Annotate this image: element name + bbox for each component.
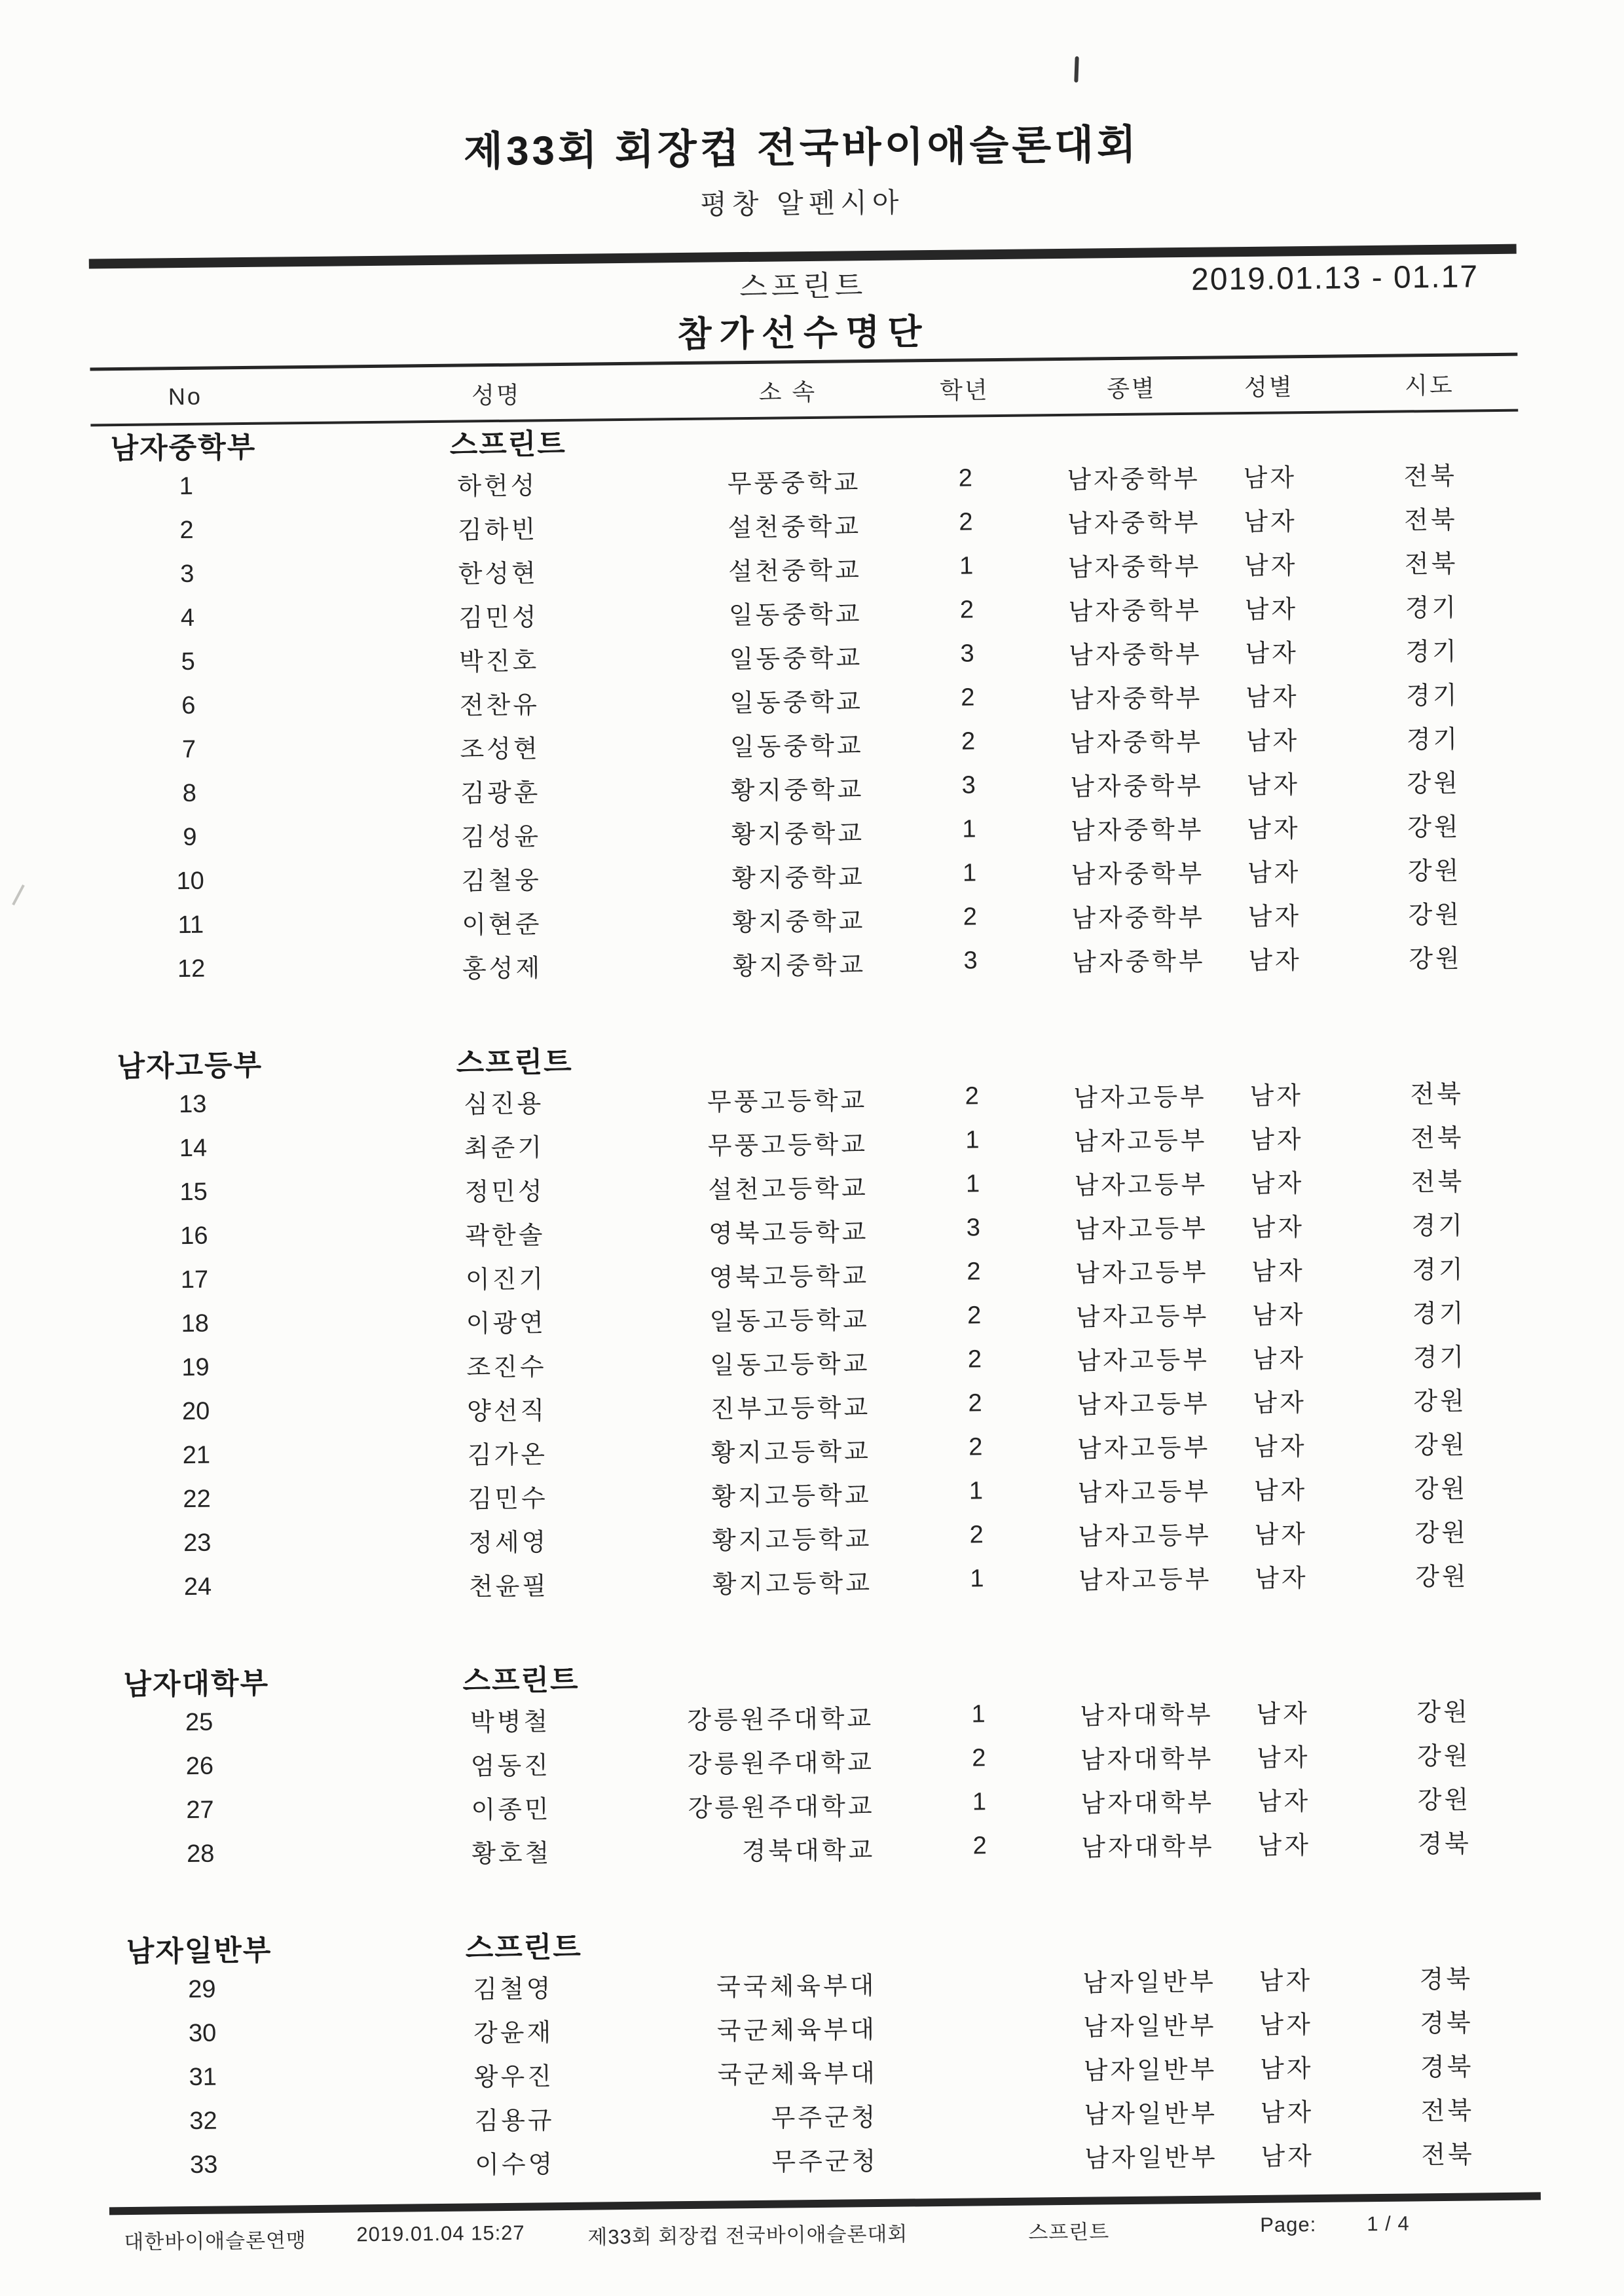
cell-category: 남자중학부: [1068, 596, 1202, 626]
document-title: 제33회 회장컵 전국바이애슬론대회: [463, 122, 1140, 175]
cell-gender: 남자: [1256, 1744, 1310, 1772]
cell-affiliation: [714, 545, 865, 591]
cell-grade: [880, 2024, 1083, 2026]
cell-gender: 남자: [1248, 947, 1302, 975]
cell-name: 천윤필: [468, 1573, 549, 1601]
affiliation-text: 강릉원주대학교: [687, 1749, 875, 1779]
cell-name: 김광훈: [460, 779, 541, 808]
cell-name: 왕우진: [473, 2063, 555, 2092]
cell-name: 이광연: [466, 1309, 547, 1338]
cell-province: 강원: [1407, 813, 1461, 842]
cell-grade: 1: [959, 552, 974, 580]
affiliation-text: 일동중학교: [728, 600, 862, 630]
cell-category: 남자중학부: [1070, 816, 1204, 845]
cell-name: 곽한솔: [465, 1222, 545, 1250]
cell-affiliation: [708, 1207, 872, 1252]
cell-affiliation: [718, 896, 869, 941]
cell-category: 남자일반부: [1082, 1968, 1217, 1997]
cell-affiliation: [711, 1514, 876, 1559]
division-name: 남자고등부: [117, 1049, 263, 1084]
cell-category: 남자고등부: [1073, 1127, 1208, 1156]
division-section: [97, 1030, 1530, 1611]
affiliation-text: 황지고등학교: [711, 1482, 872, 1511]
affiliation-text: 영북고등학교: [709, 1262, 870, 1292]
cell-province: 강원: [1414, 1563, 1469, 1592]
cell-category: 남자고등부: [1075, 1302, 1209, 1332]
cell-category: 남자대학부: [1080, 1789, 1215, 1818]
cell-gender: 남자: [1251, 1302, 1306, 1330]
cell-affiliation: [709, 1251, 873, 1296]
cell-no: 17: [180, 1266, 209, 1294]
cell-no: 29: [188, 1975, 216, 2004]
cell-name: 황호철: [471, 1840, 552, 1868]
affiliation-text: 황지중학교: [731, 907, 866, 937]
cell-grade: 1: [969, 1477, 984, 1505]
cell-affiliation: [714, 589, 866, 634]
cell-category: 남자중학부: [1071, 903, 1206, 933]
cell-province: 경기: [1412, 1256, 1466, 1285]
affiliation-text: 일동고등학교: [710, 1350, 870, 1379]
cell-category: 남자대학부: [1080, 1745, 1214, 1774]
cell-province: 전북: [1403, 462, 1458, 491]
cell-no: 28: [186, 1840, 215, 1868]
cell-province: 경북: [1418, 1830, 1472, 1859]
cell-category: 남자고등부: [1078, 1522, 1212, 1551]
cell-category: 남자고등부: [1077, 1434, 1211, 1463]
cell-name: 김민수: [468, 1485, 548, 1514]
cell-name: 이현준: [462, 911, 542, 939]
cell-gender: 남자: [1249, 1082, 1304, 1110]
cell-category: 남자중학부: [1069, 684, 1203, 714]
division-section: [103, 1648, 1533, 1878]
cell-no: 7: [181, 735, 196, 764]
cell-province: 경기: [1411, 1212, 1466, 1241]
page-footer: [109, 2210, 1537, 2255]
column-header-no: No: [168, 382, 203, 410]
cell-category: 남자고등부: [1074, 1171, 1208, 1200]
list-title: 참가선수명단: [677, 312, 930, 355]
cell-grade: 2: [969, 1433, 983, 1461]
cell-grade: 2: [972, 1832, 987, 1860]
cell-name: 김성윤: [460, 823, 542, 852]
affiliation-text: 진부고등학교: [710, 1394, 871, 1423]
cell-no: 12: [177, 955, 206, 983]
cell-gender: 남자: [1245, 683, 1299, 712]
cell-province: 강원: [1409, 945, 1462, 974]
cell-category: 남자중학부: [1067, 553, 1202, 582]
cell-no: 14: [179, 1134, 208, 1163]
cell-category: 남자고등부: [1075, 1214, 1209, 1244]
cell-name: 김철웅: [461, 867, 542, 896]
cell-province: 전북: [1421, 2141, 1475, 2170]
event-dates: 2019.01.13 - 01.17: [1190, 259, 1479, 297]
section-event-name: 스프린트: [456, 1046, 573, 1080]
cell-gender: 남자: [1251, 1258, 1305, 1286]
cell-grade: 2: [961, 727, 976, 756]
cell-category: 남자고등부: [1076, 1390, 1210, 1419]
cell-gender: 남자: [1247, 859, 1301, 888]
cell-affiliation: [707, 1120, 872, 1165]
cell-gender: 남자: [1259, 2055, 1314, 2083]
cell-gender: 남자: [1257, 1788, 1311, 1816]
section-event-name: 스프린트: [465, 1931, 583, 1965]
cell-no: 6: [181, 691, 196, 720]
cell-affiliation: [715, 633, 866, 678]
cell-affiliation: [710, 1427, 874, 1472]
cell-gender: 남자: [1250, 1170, 1304, 1198]
cell-province: 강원: [1417, 1786, 1471, 1815]
cell-grade: 2: [958, 464, 973, 492]
cell-name: 박병철: [470, 1708, 551, 1737]
cell-grade: 2: [967, 1302, 982, 1330]
cell-category: 남자일반부: [1084, 2100, 1218, 2129]
cell-grade: 2: [969, 1521, 984, 1549]
cell-name: 엄동진: [470, 1752, 551, 1781]
cell-grade: 1: [972, 1788, 987, 1816]
document-subtitle: 평창 알펜시아: [700, 187, 904, 220]
cell-no: 19: [181, 1353, 210, 1382]
cell-grade: 2: [961, 683, 975, 712]
column-header-gender: 성별: [1244, 373, 1294, 401]
cell-no: 9: [183, 823, 197, 852]
affiliation-text: 무풍고등학교: [707, 1087, 868, 1116]
cell-grade: [879, 1980, 1082, 1982]
cell-affiliation: [730, 2092, 881, 2138]
affiliation-text: 국군체육부대: [716, 2016, 877, 2045]
cell-grade: 1: [965, 1126, 980, 1154]
cell-province: 경기: [1405, 638, 1460, 666]
cell-affiliation: [713, 458, 864, 503]
cell-no: 21: [182, 1441, 211, 1470]
cell-gender: 남자: [1261, 2143, 1315, 2171]
cell-province: 경기: [1412, 1300, 1466, 1328]
cell-category: 남자고등부: [1073, 1083, 1207, 1112]
cell-affiliation: [708, 1163, 872, 1209]
cell-province: 전북: [1404, 550, 1458, 579]
cell-gender: 남자: [1259, 1967, 1313, 1995]
cell-province: 강원: [1414, 1475, 1468, 1504]
cell-province: 경북: [1420, 2053, 1474, 2082]
cell-name: 강윤재: [473, 2019, 554, 2048]
cell-grade: 1: [970, 1565, 984, 1593]
column-header-province: 시도: [1404, 371, 1454, 399]
cell-province: 전북: [1420, 2097, 1475, 2126]
affiliation-text: 일동중학교: [729, 644, 863, 674]
cell-gender: 남자: [1257, 1832, 1312, 1860]
cell-name: 한성현: [458, 560, 539, 589]
cell-affiliation: [710, 1383, 874, 1428]
cell-no: 1: [179, 472, 194, 501]
cell-name: 정민성: [464, 1178, 545, 1207]
cell-gender: 남자: [1260, 2099, 1314, 2127]
affiliation-text: 일동중학교: [729, 688, 864, 718]
cell-name: 전찬유: [459, 691, 540, 720]
cell-no: 16: [180, 1222, 208, 1250]
cell-province: 강원: [1413, 1387, 1467, 1416]
cell-name: 하헌성: [457, 472, 538, 501]
cell-category: 남자대학부: [1081, 1832, 1215, 1862]
affiliation-text: 강릉원주대학교: [686, 1705, 874, 1735]
footer-page-label: Page:: [1260, 2213, 1317, 2236]
cell-name: 김철영: [473, 1975, 553, 2004]
cell-no: 31: [189, 2063, 217, 2092]
cell-gender: 남자: [1251, 1214, 1305, 1242]
cell-no: 26: [185, 1752, 214, 1781]
cell-province: 경기: [1406, 725, 1460, 754]
cell-no: 25: [185, 1708, 213, 1737]
cell-grade: 2: [971, 1744, 986, 1772]
event-name: 스프린트: [739, 270, 867, 304]
cell-grade: 1: [962, 859, 977, 887]
affiliation-text: 무주군청: [771, 2104, 878, 2132]
footer-document-title: 제33회 회장컵 전국바이애슬론대회: [587, 2222, 908, 2249]
cell-province: 전북: [1404, 506, 1458, 535]
cell-gender: 남자: [1253, 1389, 1307, 1417]
cell-name: 김민성: [458, 604, 539, 632]
column-header-team: 소 속: [758, 378, 817, 406]
division-section: [106, 1915, 1536, 2189]
cell-no: 8: [182, 779, 197, 808]
cell-grade: 2: [967, 1345, 982, 1374]
cell-name: 김가온: [467, 1441, 548, 1470]
cell-name: 조성현: [460, 735, 540, 764]
affiliation-text: 설천고등학교: [708, 1175, 868, 1204]
cell-province: 강원: [1407, 857, 1462, 886]
cell-affiliation: [718, 940, 870, 985]
cell-grade: [881, 2112, 1084, 2114]
cell-category: 남자중학부: [1071, 947, 1206, 977]
affiliation-text: 경북대학교: [741, 1836, 876, 1866]
cell-grade: 3: [966, 1214, 981, 1242]
affiliation-text: 무주군청: [771, 2147, 879, 2176]
cell-name: 김용규: [474, 2107, 555, 2136]
cell-name: 김하빈: [457, 516, 538, 545]
cell-no: 30: [188, 2019, 217, 2048]
cell-category: 남자대학부: [1079, 1701, 1213, 1730]
cell-no: 10: [176, 867, 205, 896]
division-section: [90, 412, 1524, 993]
cell-grade: 2: [965, 1082, 979, 1110]
cell-gender: 남자: [1252, 1345, 1306, 1374]
cell-category: 남자일반부: [1082, 2012, 1217, 2041]
affiliation-text: 국국체육부대: [716, 1972, 877, 2001]
table-body: [90, 412, 1536, 2189]
cell-no: 33: [189, 2151, 218, 2179]
cell-no: 13: [178, 1090, 207, 1119]
cell-gender: 남자: [1246, 771, 1301, 800]
cell-province: 경기: [1412, 1343, 1467, 1372]
cell-category: 남자고등부: [1076, 1346, 1210, 1376]
cell-name: 이종민: [471, 1796, 551, 1825]
cell-province: 전북: [1411, 1168, 1465, 1197]
column-header-name: 성명: [471, 381, 521, 409]
cell-affiliation: [686, 1694, 877, 1739]
affiliation-text: 영북고등학교: [708, 1218, 869, 1248]
cell-province: 경기: [1405, 594, 1459, 623]
cell-name: 조진수: [466, 1353, 547, 1382]
cell-affiliation: [716, 765, 868, 810]
cell-name: 홍성제: [462, 955, 543, 983]
cell-category: 남자중학부: [1069, 728, 1204, 757]
cell-gender: 남자: [1253, 1433, 1307, 1461]
cell-province: 전북: [1410, 1124, 1464, 1153]
cell-province: 강원: [1408, 901, 1462, 930]
section-event-name: 스프린트: [449, 428, 566, 462]
cell-no: 20: [181, 1397, 210, 1426]
cell-category: 남자일반부: [1084, 2143, 1218, 2173]
cell-province: 전북: [1410, 1080, 1464, 1109]
cell-province: 경기: [1405, 682, 1460, 710]
footer-organization: 대한바이애슬론연맹: [124, 2229, 307, 2254]
cell-province: 강원: [1407, 769, 1461, 798]
cell-gender: 남자: [1254, 1521, 1308, 1549]
cell-grade: 1: [971, 1700, 986, 1728]
affiliation-text: 황지중학교: [731, 820, 865, 849]
cell-no: 27: [186, 1796, 214, 1825]
affiliation-text: 무풍중학교: [727, 469, 861, 498]
affiliation-text: 황지고등학교: [710, 1438, 872, 1467]
division-name: 남자중학부: [110, 431, 257, 465]
horizontal-rule-bottom: [109, 2192, 1541, 2215]
cell-category: 남자고등부: [1075, 1258, 1209, 1288]
cell-affiliation: [710, 1339, 874, 1384]
cell-no: 23: [183, 1529, 212, 1558]
affiliation-text: 설천중학교: [728, 556, 862, 586]
cell-gender: 남자: [1247, 903, 1302, 932]
cell-name: 심진용: [464, 1090, 544, 1119]
cell-affiliation: [717, 852, 868, 898]
cell-grade: 1: [965, 1170, 980, 1198]
affiliation-text: 황지중학교: [730, 776, 864, 805]
cell-no: 22: [183, 1485, 211, 1514]
cell-category: 남자중학부: [1067, 509, 1201, 538]
cell-gender: 남자: [1244, 596, 1299, 625]
cell-gender: 남자: [1253, 1477, 1308, 1505]
cell-name: 양선직: [466, 1397, 547, 1426]
cell-affiliation: [711, 1470, 875, 1516]
cell-province: 강원: [1414, 1519, 1469, 1548]
cell-province: 강원: [1416, 1742, 1471, 1771]
cell-category: 남자중학부: [1071, 860, 1205, 889]
cell-category: 남자중학부: [1067, 465, 1201, 494]
cell-grade: 2: [968, 1389, 982, 1417]
cell-no: 24: [183, 1573, 212, 1601]
division-name: 남자일반부: [126, 1934, 272, 1969]
cell-gender: 남자: [1244, 508, 1297, 537]
footer-print-timestamp: 2019.01.04 15:27: [356, 2221, 525, 2246]
cell-grade: [881, 2068, 1084, 2070]
cell-gender: 남자: [1243, 464, 1297, 493]
cell-no: 11: [177, 911, 204, 939]
cell-no: 4: [180, 604, 195, 632]
cell-grade: 1: [962, 815, 976, 843]
cell-name: 박진호: [458, 647, 540, 676]
cell-grade: 2: [967, 1258, 981, 1286]
cell-grade: 2: [963, 903, 978, 931]
cell-gender: 남자: [1246, 727, 1300, 756]
cell-province: 경북: [1420, 2009, 1473, 2038]
cell-gender: 남자: [1244, 552, 1298, 581]
affiliation-text: 황지중학교: [732, 951, 866, 981]
cell-gender: 남자: [1247, 815, 1301, 844]
cell-affiliation: [709, 1295, 873, 1340]
cell-province: 경북: [1419, 1965, 1473, 1994]
cell-no: 3: [179, 560, 194, 589]
cell-name: 이수영: [474, 2151, 555, 2179]
cell-affiliation: [728, 1825, 879, 1870]
affiliation-text: 무풍고등학교: [707, 1131, 868, 1160]
cell-grade: 2: [959, 596, 974, 624]
cell-no: 18: [181, 1309, 210, 1338]
cell-affiliation: [712, 1558, 876, 1603]
affiliation-text: 황지고등학교: [711, 1525, 872, 1555]
cell-name: 정세영: [468, 1529, 549, 1558]
cell-name: 최준기: [464, 1134, 545, 1163]
cell-name: 이진기: [465, 1266, 546, 1294]
cell-category: 남자고등부: [1077, 1478, 1211, 1507]
affiliation-text: 일동중학교: [729, 732, 864, 761]
column-header-grade: 학년: [939, 376, 989, 404]
cell-category: 남자중학부: [1070, 772, 1204, 801]
cell-category: 남자일반부: [1083, 2056, 1217, 2085]
cell-gender: 남자: [1254, 1565, 1308, 1593]
cell-no: 32: [189, 2107, 217, 2136]
cell-gender: 남자: [1245, 640, 1299, 668]
cell-no: 15: [179, 1178, 208, 1207]
cell-affiliation: [714, 501, 865, 547]
cell-no: 2: [179, 516, 194, 545]
section-event-name: 스프린트: [462, 1664, 580, 1698]
cell-affiliation: [717, 809, 868, 854]
cell-grade: 3: [963, 947, 978, 975]
cell-affiliation: [731, 2136, 882, 2181]
cell-grade: 3: [961, 771, 976, 799]
cell-grade: [881, 2156, 1084, 2158]
division-name: 남자대학부: [123, 1667, 270, 1702]
cell-gender: 남자: [1259, 2011, 1313, 2039]
cell-affiliation: [717, 2049, 881, 2094]
cell-province: 강원: [1416, 1698, 1471, 1727]
cell-affiliation: [688, 1781, 878, 1827]
affiliation-text: 국군체육부대: [717, 2060, 878, 2089]
cell-affiliation: [716, 1961, 880, 2006]
column-header-category: 종별: [1106, 374, 1156, 402]
affiliation-text: 강릉원주대학교: [688, 1793, 875, 1823]
cell-no: 5: [181, 647, 195, 676]
footer-page-number: 1 / 4: [1367, 2212, 1410, 2236]
cell-affiliation: [716, 2005, 881, 2050]
cell-affiliation: [716, 721, 867, 766]
affiliation-text: 설천중학교: [728, 513, 862, 542]
cell-affiliation: [707, 1076, 871, 1121]
cell-category: 남자고등부: [1078, 1565, 1212, 1595]
cell-grade: 2: [959, 508, 973, 536]
cell-grade: 3: [960, 640, 974, 668]
cell-province: 강원: [1413, 1431, 1467, 1460]
cell-gender: 남자: [1256, 1700, 1310, 1728]
affiliation-text: 황지고등학교: [712, 1569, 873, 1599]
cell-gender: 남자: [1249, 1126, 1304, 1154]
footer-event-name: 스프린트: [1028, 2220, 1110, 2244]
affiliation-text: 황지중학교: [731, 864, 865, 893]
cell-affiliation: [715, 677, 866, 722]
affiliation-text: 일동고등학교: [709, 1306, 870, 1336]
cell-category: 남자중학부: [1068, 640, 1202, 670]
cell-affiliation: [687, 1738, 877, 1783]
